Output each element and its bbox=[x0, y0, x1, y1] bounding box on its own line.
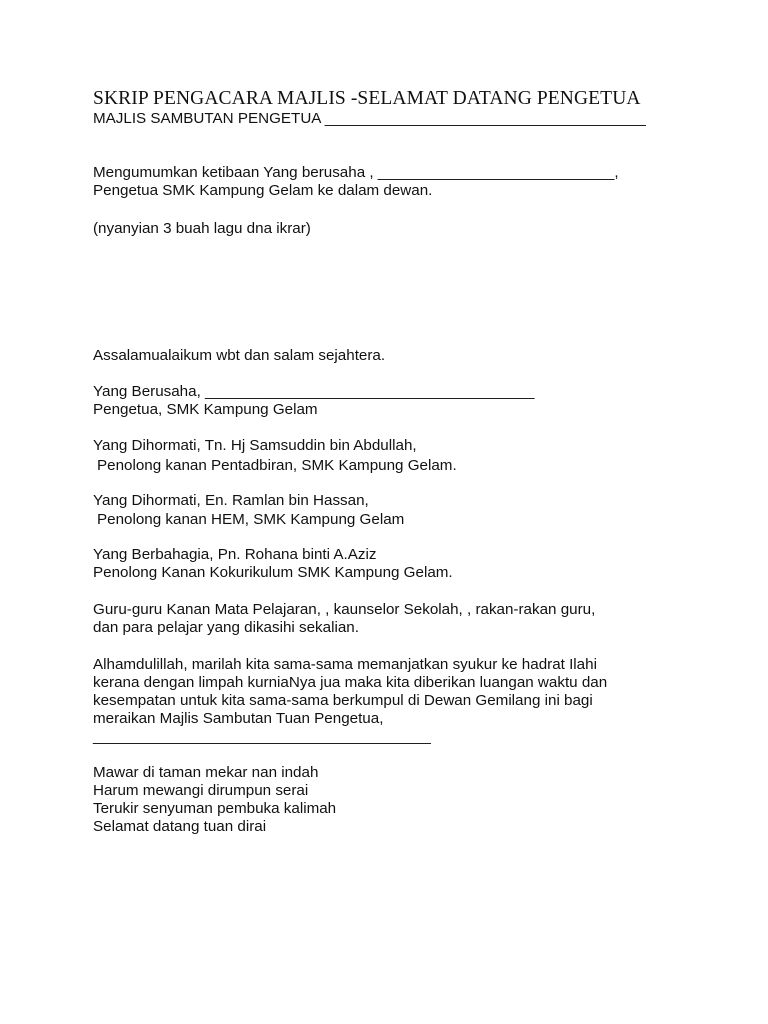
pantun-line-1: Mawar di taman mekar nan indah bbox=[93, 764, 319, 781]
announcement-line-1: Mengumumkan ketibaan Yang berusaha , ____________________________, bbox=[93, 164, 619, 181]
honoree-4-name: Yang Berbahagia, Pn. Rohana binti A.Aziz bbox=[93, 546, 377, 563]
honoree-1-title: Pengetua, SMK Kampung Gelam bbox=[93, 401, 318, 418]
guests-line-2: dan para pelajar yang dikasihi sekalian. bbox=[93, 619, 359, 636]
greeting: Assalamualaikum wbt dan salam sejahtera. bbox=[93, 347, 386, 364]
pantun-line-2: Harum mewangi dirumpun serai bbox=[93, 782, 309, 799]
guests-line-1: Guru-guru Kanan Mata Pelajaran, , kaunselor Sekolah, , rakan-rakan guru, bbox=[93, 601, 596, 618]
pantun-line-4: Selamat datang tuan dirai bbox=[93, 818, 267, 835]
paragraph-blank-line: ________________________________________ bbox=[93, 728, 431, 745]
honoree-3-title: Penolong kanan HEM, SMK Kampung Gelam bbox=[97, 511, 405, 528]
honoree-2-title: Penolong kanan Pentadbiran, SMK Kampung Gelam. bbox=[97, 457, 457, 474]
announcement-line-2: Pengetua SMK Kampung Gelam ke dalam dewan. bbox=[93, 182, 433, 199]
document-title: SKRIP PENGACARA MAJLIS -SELAMAT DATANG PENGETUA bbox=[93, 88, 641, 109]
paragraph-line-2: kerana dengan limpah kurniaNya jua maka kita diberikan luangan waktu dan bbox=[93, 674, 608, 691]
honoree-1-name: Yang Berusaha, _______________________________________ bbox=[93, 383, 535, 400]
document-subtitle: MAJLIS SAMBUTAN PENGETUA ______________________________________ bbox=[93, 110, 646, 127]
honoree-3-name: Yang Dihormati, En. Ramlan bin Hassan, bbox=[93, 492, 369, 509]
honoree-4-title: Penolong Kanan Kokurikulum SMK Kampung Gelam. bbox=[93, 564, 453, 581]
paragraph-line-1: Alhamdulillah, marilah kita sama-sama memanjatkan syukur ke hadrat Ilahi bbox=[93, 656, 597, 673]
pantun-line-3: Terukir senyuman pembuka kalimah bbox=[93, 800, 337, 817]
paragraph-line-3: kesempatan untuk kita sama-sama berkumpul di Dewan Gemilang ini bagi bbox=[93, 692, 593, 709]
paragraph-line-4: meraikan Majlis Sambutan Tuan Pengetua, bbox=[93, 710, 384, 727]
program-note: (nyanyian 3 buah lagu dna ikrar) bbox=[93, 220, 311, 237]
honoree-2-name: Yang Dihormati, Tn. Hj Samsuddin bin Abdullah, bbox=[93, 437, 417, 454]
